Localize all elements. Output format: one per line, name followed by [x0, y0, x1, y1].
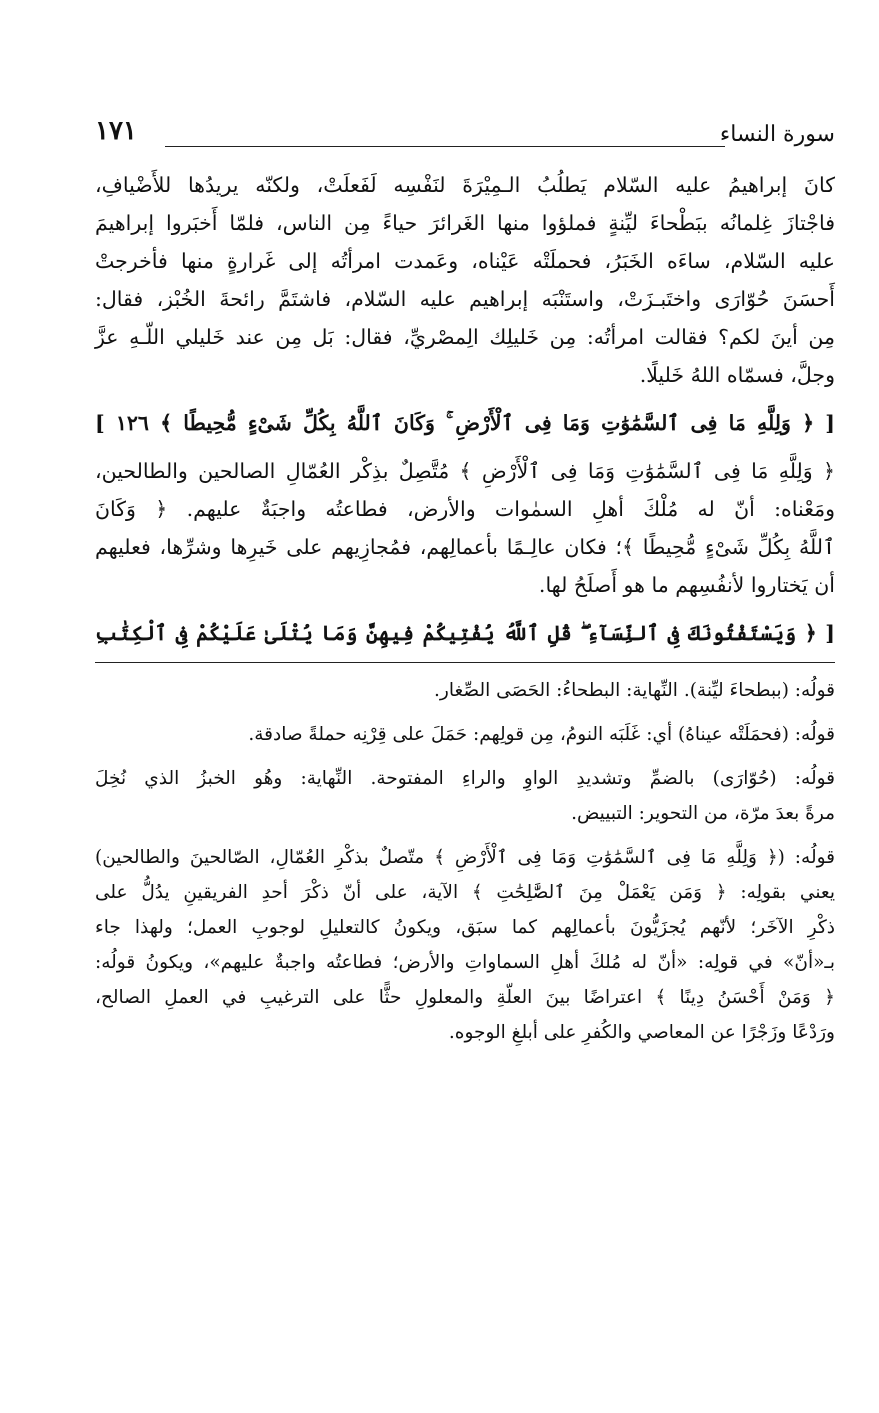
main-paragraph-1	[95, 166, 835, 394]
note-line: قولُه: (حُوّارَى) بالضمِّ وتشديدِ الواوِ والراءِ المفتوحة. النِّهاية: وهُو الخبزُ الذي نُخِلَ	[95, 768, 835, 789]
surah-title: سورة النساء	[719, 122, 835, 147]
note-line: بـ«أنّ» في قولِه: «أنّ له مُلكَ أهلِ السماواتِ والأرض؛ فطاعتُه واجبةٌ عليهم»، ويكونُ قولُه:	[95, 952, 835, 973]
book-page	[95, 112, 835, 1050]
note-line: مرةً بعدَ مرّة، من التحوير: التبييض.	[571, 803, 835, 824]
text-line: أَحسَنَ حُوّارَى واختَبـزَتْ، واستَنْبَه إبراهيم عليه السّلام، فاشتَمَّ رائحةَ الخُبْز، فقال:	[95, 287, 835, 311]
footnote-divider	[95, 662, 835, 663]
text-line: ٱللَّهُ بِكُلِّ شَىْءٍ مُّحِيطًا ﴾؛ فكان عالِـمًا بأعمالِهم، فمُجازِيهم على خَيرِها وشرِّها، فعليهم	[95, 535, 835, 559]
note-line: ذكْرِ الآخَر؛ لأنّهم يُجزَيُّونَ بأعمالِهم كما سبَق، ويكونُ كالتعليلِ لوجوبِ العمل؛ ولهذا جاء	[95, 917, 835, 938]
commentary-notes	[95, 673, 835, 1050]
page-header	[95, 112, 835, 158]
note-line: قولُه: (﴿ وَلِلَّهِ مَا فِى ٱلسَّمَٰوَٰتِ وَمَا فِى ٱلْأَرْضِ ﴾ متّصلٌ بذكْرِ العُمّالِ، الصّالحينَ والطالحين)	[95, 847, 835, 868]
note-line: قولُه: (فحمَلَتْه عيناهُ) أي: غَلَبَه النومُ، مِن قولِهم: حَمَلَ على قِرْنِه حملةً صادقة.	[248, 724, 835, 745]
quran-verse-126: [ ﴿ وَلِلَّهِ مَا فِى ٱلسَّمَٰوَٰتِ وَمَا فِى ٱلْأَرْضِ ۚ وَكَانَ ٱللَّهُ بِكُلِّ شَىْءٍ مُّحِيطًا ﴾ ١٢٦ ]	[95, 411, 835, 435]
text-line: مِن أينَ لكم؟ فقالت امرأتُه: مِن خَليلِك الِمصْريِّ، فقال: بَل مِن عند خَليلي اللّـهِ عزَّ	[95, 325, 835, 349]
text-line: أن يَختاروا لأنفُسِهم ما هو أَصلَحُ لها.	[538, 573, 835, 597]
note-line: يعني بقولِه: ﴿ وَمَن يَعْمَلْ مِنَ ٱلصَّٰلِحَٰتِ ﴾ الآية، على أنّ ذكْرَ أحدِ الفريقينِ يدُلُّ على	[95, 882, 835, 903]
text-line: وجلَّ، فسمّاه اللهُ خَليلًا.	[639, 363, 835, 387]
text-line: ومَعْناه: أنّ له مُلْكَ أهلِ السمٰوات والأرض، فطاعتُه واجبَةٌ عليهم. ﴿ وَكَانَ	[95, 497, 835, 521]
text-line: ﴿ وَلِلَّهِ مَا فِى ٱلسَّمَٰوَٰتِ وَمَا فِى ٱلْأَرْضِ ﴾ مُتَّصِلٌ بذِكْر العُمّالِ الصالحين والطالحين،	[95, 459, 835, 483]
text-line: عليه السّلام، ساءَه الخَبَرُ، فحملَتْه عَيْناه، وعَمدت امرأتُه إلى غَرارةٍ منها فأخرجتْ	[95, 249, 835, 273]
main-paragraph-2	[95, 452, 835, 604]
note-line: ﴿ وَمَنْ أَحْسَنُ دِينًا ﴾ اعتراضًا بينَ العلّةِ والمعلولِ حثًّا على الترغيبِ في العملِ الصالح،	[95, 987, 835, 1008]
note-line: ورَدْعًا وزَجْرًا عن المعاصي والكُفرِ على أبلغِ الوجوه.	[448, 1022, 835, 1043]
text-line: كانَ إبراهيمُ عليه السّلام يَطلُبُ الـمِيْرَةَ لنَفْسِه لَفَعلَتْ، ولكنّه يريدُها للأَضْيافِ،	[95, 173, 835, 197]
header-rule	[165, 146, 725, 147]
page-number: ١٧١	[95, 116, 137, 146]
quran-verse-127: [ ﴿ وَيَسْتَفْتُونَكَ فِى ٱلنِّسَآءِ ۖ قُلِ ٱللَّهُ يُفْتِيكُمْ فِيهِنَّ وَمَا يُتْلَىٰ عَلَيْكُمْ فِى ٱلْكِتَٰبِ	[95, 621, 835, 645]
text-line: فاجْتازَ غِلمانُه ببَطْحاءَ ليِّنةٍ فملؤوا منها الغَرائرَ حياءً مِن الناس، فلمّا أَخبَروا إبراهيمَ	[95, 211, 835, 235]
note-line: قولُه: (ببطحاءَ ليِّنة). النِّهاية: البطحاءُ: الحَصَى الصِّغار.	[434, 680, 835, 701]
